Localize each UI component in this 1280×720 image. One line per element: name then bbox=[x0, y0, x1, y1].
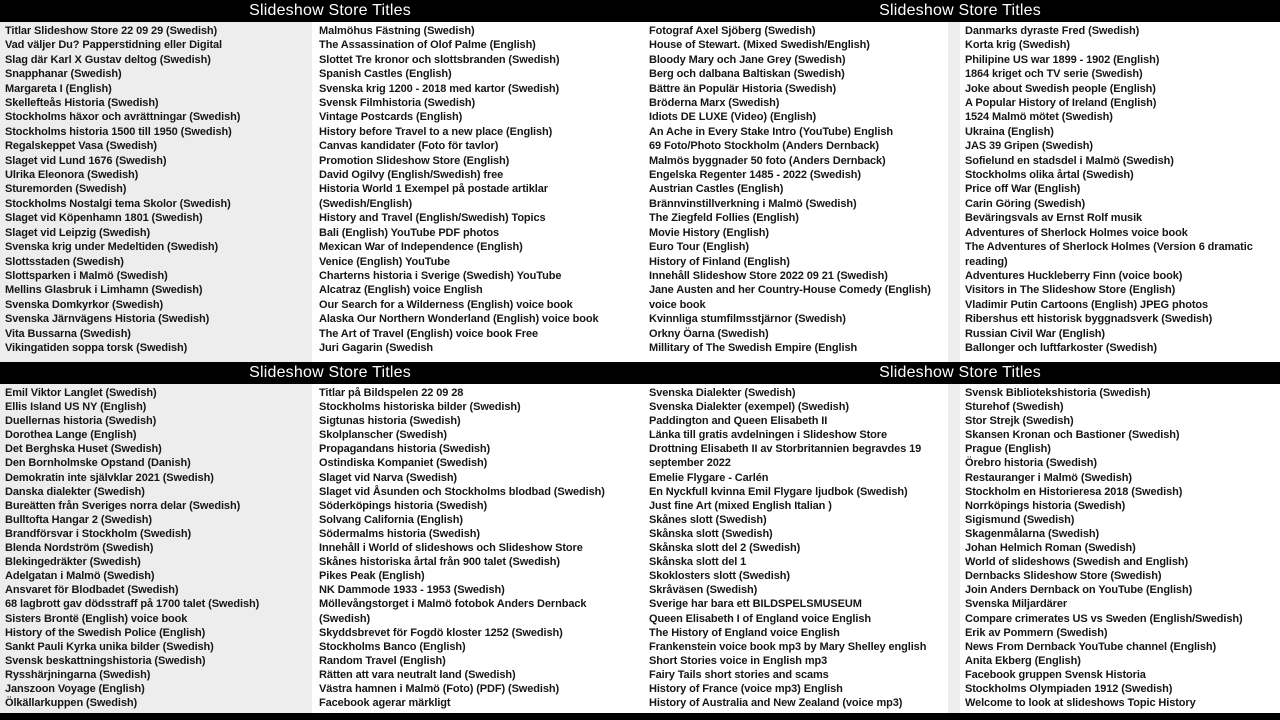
title-list-item: History before Travel to a new place (English) bbox=[319, 125, 553, 138]
title-list-item: 1864 kriget och TV serie (Swedish) bbox=[965, 68, 1143, 81]
title-list-item: Stockholm en Historieresa 2018 (Swedish) bbox=[965, 485, 1183, 498]
title-list-item: Örebro historia (Swedish) bbox=[965, 457, 1097, 470]
title-list-item: Skolplanscher (Swedish) bbox=[319, 429, 447, 442]
title-list-item: Skyddsbrevet för Fogdö kloster 1252 (Swedish) bbox=[319, 626, 563, 639]
title-list-item: Emelie Flygare - Carlén bbox=[649, 471, 769, 484]
title-list-item: Brännvinstillverkning i Malmö (Swedish) bbox=[649, 197, 857, 210]
title-list-item: History of France (voice mp3) English bbox=[649, 682, 843, 695]
title-list-item: Sturehof (Swedish) bbox=[965, 401, 1064, 414]
title-list-item: Berg och dalbana Baltiskan (Swedish) bbox=[649, 68, 845, 81]
title-list-item: Sankt Pauli Kyrka unika bilder (Swedish) bbox=[5, 640, 214, 653]
title-list-item: Johan Helmich Roman (Swedish) bbox=[965, 542, 1136, 555]
title-list-item: Vita Bussarna (Swedish) bbox=[5, 327, 131, 340]
title-list-item: Demokratin inte självklar 2021 (Swedish) bbox=[5, 471, 214, 484]
title-list-item: Solvang California (English) bbox=[319, 513, 463, 526]
titles-section-top bbox=[0, 22, 1280, 362]
title-list-item: Kvinnliga stumfilmsstjärnor (Swedish) bbox=[649, 313, 846, 326]
title-list-item: Blenda Nordström (Swedish) bbox=[5, 542, 154, 555]
titles-column-2 bbox=[312, 22, 642, 362]
title-list-item: Ansvaret för Blodbadet (Swedish) bbox=[5, 584, 179, 597]
title-list-item: Frankenstein voice book mp3 by Mary Shelley english bbox=[649, 640, 927, 653]
title-list-item: 1524 Malmö mötet (Swedish) bbox=[965, 111, 1113, 124]
title-list-item: Bali (English) YouTube PDF photos bbox=[319, 226, 500, 239]
title-list-item: Rätten att vara neutralt land (Swedish) bbox=[319, 668, 516, 681]
title-list-item: Skånska slott del 1 bbox=[649, 556, 747, 569]
title-list-item: History and Travel (English/Swedish) Topics bbox=[319, 212, 546, 225]
title-list-item: Skånska slott del 2 (Swedish) bbox=[649, 542, 801, 555]
title-list-item: History of Finland (English) bbox=[649, 255, 790, 268]
title-list-item: Visitors in The Slideshow Store (English) bbox=[965, 284, 1176, 297]
titles-column-4 bbox=[960, 22, 1280, 362]
title-list-item: Skråväsen (Swedish) bbox=[649, 584, 758, 597]
title-list-item: Emil Viktor Langlet (Swedish) bbox=[5, 387, 157, 399]
title-list-item: Bättre än Populär Historia (Swedish) bbox=[649, 82, 837, 95]
title-list-item: Innehåll Slideshow Store 2022 09 21 (Swedish) bbox=[649, 269, 888, 282]
title-list-item: Skånes slott (Swedish) bbox=[649, 513, 767, 526]
title-list-item: A Popular History of Ireland (English) bbox=[965, 97, 1157, 110]
title-list-item: Dernbacks Slideshow Store (Swedish) bbox=[965, 570, 1162, 583]
title-list-item: Duellernas historia (Swedish) bbox=[5, 415, 157, 428]
title-list-item: Skånska slott (Swedish) bbox=[649, 527, 773, 540]
title-list-item: Stor Strejk (Swedish) bbox=[965, 415, 1074, 428]
title-list-item: Ulrika Eleonora (Swedish) bbox=[5, 169, 139, 182]
title-list-item: 68 lagbrott gav dödsstraff på 1700 talet (Swedish) bbox=[5, 598, 260, 611]
title-list-item: Slaget vid Åsunden och Stockholms blodbad (Swedish) bbox=[319, 485, 605, 498]
title-list-item: History of Australia and New Zealand (voice mp3) bbox=[649, 697, 903, 710]
title-list-item: Svenska Dialekter (Swedish) bbox=[649, 387, 796, 399]
title-list-item: Adventures of Sherlock Holmes voice book bbox=[965, 226, 1188, 239]
middle-header-bar bbox=[0, 362, 1280, 384]
title-list-item: Malmöhus Fästning (Swedish) bbox=[319, 25, 475, 37]
title-list-item: Bloody Mary och Jane Grey (Swedish) bbox=[649, 53, 846, 66]
title-list-item: Ukraina (English) bbox=[965, 125, 1054, 138]
title-list-item: An Ache in Every Stake Intro (YouTube) English bbox=[649, 125, 893, 138]
title-list-item: Juri Gagarin (Swedish bbox=[319, 341, 434, 354]
header-title-top-left: Slideshow Store Titles bbox=[249, 2, 411, 19]
title-list-item: Titlar Slideshow Store 22 09 29 (Swedish) bbox=[5, 25, 218, 37]
bottom-bar bbox=[0, 713, 1280, 720]
title-list-item: Propagandans historia (Swedish) bbox=[319, 443, 491, 456]
title-list-item: Euro Tour (English) bbox=[649, 241, 749, 254]
title-list-item: Svenska krig 1200 - 2018 med kartor (Swedish) bbox=[319, 82, 560, 95]
title-list-item: Price off War (English) bbox=[965, 183, 1081, 196]
title-list-item: Malmös byggnader 50 foto (Anders Dernback) bbox=[649, 154, 886, 167]
title-list-item: Den Bornholmske Opstand (Danish) bbox=[5, 457, 191, 470]
title-list-item: Movie History (English) bbox=[649, 226, 769, 239]
title-list-item: Slottet Tre kronor och slottsbranden (Swedish) bbox=[319, 53, 560, 66]
title-list-item: Svenska krig under Medeltiden (Swedish) bbox=[5, 241, 219, 254]
title-list-item: Svenska Miljardärer bbox=[965, 598, 1068, 611]
title-list-item: Facebook agerar märkligt bbox=[319, 697, 451, 710]
title-list-item: Beväringsvals av Ernst Rolf musik bbox=[965, 212, 1143, 225]
title-list-item: Vikingatiden soppa torsk (Swedish) bbox=[5, 341, 188, 354]
title-list-item: Queen Elisabeth I of England voice English bbox=[649, 612, 871, 625]
title-list-item: Sigtunas historia (Swedish) bbox=[319, 415, 461, 428]
title-list-item: Skellefteås Historia (Swedish) bbox=[5, 97, 159, 110]
title-list-item: Drottning Elisabeth II av Storbritannien begravdes 19 september 2022 bbox=[649, 443, 922, 470]
title-list-item: Adelgatan i Malmö (Swedish) bbox=[5, 570, 155, 583]
title-list-item: Stockholms historiska bilder (Swedish) bbox=[319, 401, 521, 414]
title-list-item: Möllevångstorget i Malmö fotobok Anders Dernback (Swedish) bbox=[319, 598, 587, 625]
title-list-item: The Adventures of Sherlock Holmes (Version 6 dramatic reading) bbox=[965, 241, 1253, 268]
top-header-bar bbox=[0, 0, 1280, 22]
title-list-item: Random Travel (English) bbox=[319, 654, 446, 667]
titles-section-bottom bbox=[0, 384, 1280, 713]
title-list-item: Danska dialekter (Swedish) bbox=[5, 485, 145, 498]
title-list-item: Stockholms Banco (English) bbox=[319, 640, 466, 653]
title-list-item: Ribershus ett historisk byggnadsverk (Swedish) bbox=[965, 313, 1213, 326]
title-list-item: Sisters Brontë (English) voice book bbox=[5, 612, 188, 625]
title-list-item: Titlar på Bildspelen 22 09 28 bbox=[319, 387, 464, 399]
title-list-item: Just fine Art (mixed English Italian ) bbox=[649, 499, 832, 512]
title-list-item: JAS 39 Gripen (Swedish) bbox=[965, 140, 1093, 153]
title-list-item: Korta krig (Swedish) bbox=[965, 39, 1070, 52]
title-list-item: Stockholms häxor och avrättningar (Swedish) bbox=[5, 111, 241, 124]
title-list-item: Welcome to look at slideshows Topic History bbox=[965, 697, 1196, 710]
title-list-item: Alaska Our Northern Wonderland (English) voice book bbox=[319, 313, 599, 326]
title-list-item: Svensk Filmhistoria (Swedish) bbox=[319, 97, 476, 110]
title-list-item: History of the Swedish Police (English) bbox=[5, 626, 206, 639]
title-list-item: Sverige har bara ett BILDSPELSMUSEUM bbox=[649, 598, 862, 611]
title-list-item: Our Search for a Wilderness (English) voice book bbox=[319, 298, 573, 311]
title-list-item: Short Stories voice in English mp3 bbox=[649, 654, 828, 667]
titles-column-8 bbox=[960, 384, 1280, 713]
titles-column-5 bbox=[0, 384, 312, 713]
title-list-item: Svenska Järnvägens Historia (Swedish) bbox=[5, 313, 210, 326]
title-list-item: Regalskeppet Vasa (Swedish) bbox=[5, 140, 157, 153]
title-list-item: Slaget vid Leipzig (Swedish) bbox=[5, 226, 151, 239]
title-list-item: Promotion Slideshow Store (English) bbox=[319, 154, 510, 167]
title-list-item: Engelska Regenter 1485 - 2022 (Swedish) bbox=[649, 169, 861, 182]
title-list-item: Bureätten från Sveriges norra delar (Swedish) bbox=[5, 499, 241, 512]
title-list-item: Adventures Huckleberry Finn (voice book) bbox=[965, 269, 1183, 282]
title-list-item: Stockholms historia 1500 till 1950 (Swedish) bbox=[5, 125, 232, 138]
title-list-item: Facebook gruppen Svensk Historia bbox=[965, 668, 1146, 681]
title-list-item: Skoklosters slott (Swedish) bbox=[649, 570, 790, 583]
title-list-item: Vintage Postcards (English) bbox=[319, 111, 463, 124]
title-list-item: Prague (English) bbox=[965, 443, 1051, 456]
title-list-item: Innehåll i World of slideshows och Slideshow Store bbox=[319, 542, 583, 555]
title-list-item: Charterns historia i Sverige (Swedish) YouTube bbox=[319, 269, 562, 282]
title-list-item: Idiots DE LUXE (Video) (English) bbox=[649, 111, 817, 124]
title-list-item: Skånes historiska årtal från 900 talet (Swedish) bbox=[319, 556, 560, 569]
title-list-item: Fotograf Axel Sjöberg (Swedish) bbox=[649, 25, 816, 37]
title-list-item: Skagenmålarna (Swedish) bbox=[965, 527, 1100, 540]
header-title-top-right: Slideshow Store Titles bbox=[879, 2, 1041, 19]
title-list-item: House of Stewart. (Mixed Swedish/English) bbox=[649, 39, 870, 52]
title-list-item: Svensk Bibliotekshistoria (Swedish) bbox=[965, 387, 1151, 399]
title-list-item: Dorothea Lange (English) bbox=[5, 429, 137, 442]
titles-column-1 bbox=[0, 22, 312, 362]
title-list-item: Canvas kandidater (Foto för tavlor) bbox=[319, 140, 499, 153]
title-list-item: Historia World 1 Exempel på postade artiklar (Swedish/English) bbox=[319, 183, 548, 210]
title-list-item: Margareta I (English) bbox=[5, 82, 112, 95]
titles-column-6 bbox=[312, 384, 642, 713]
title-list-item: Mellins Glasbruk i Limhamn (Swedish) bbox=[5, 284, 203, 297]
title-list-item: Svensk beskattningshistoria (Swedish) bbox=[5, 654, 206, 667]
title-list-item: Slottsstaden (Swedish) bbox=[5, 255, 124, 268]
title-list-item: Joke about Swedish people (English) bbox=[965, 82, 1156, 95]
title-list-item: Fairy Tails short stories and scams bbox=[649, 668, 829, 681]
header-title-middle-left: Slideshow Store Titles bbox=[249, 364, 411, 381]
title-list-item: Philipine US war 1899 - 1902 (English) bbox=[965, 53, 1160, 66]
title-list-item: The History of England voice English bbox=[649, 626, 840, 639]
title-list-item: Millitary of The Swedish Empire (English bbox=[649, 341, 858, 354]
title-list-item: Jane Austen and her Country-House Comedy (English) voice book bbox=[649, 284, 931, 311]
title-list-item: Austrian Castles (English) bbox=[649, 183, 784, 196]
title-list-item: Ostindiska Kompaniet (Swedish) bbox=[319, 457, 488, 470]
title-list-item: The Art of Travel (English) voice book Free bbox=[319, 327, 539, 340]
title-list-item: Stockholms olika årtal (Swedish) bbox=[965, 169, 1134, 182]
title-list-item: Vad väljer Du? Papperstidning eller Digital bbox=[5, 39, 222, 52]
title-list-item: Pikes Peak (English) bbox=[319, 570, 425, 583]
title-list-item: Alcatraz (English) voice English bbox=[319, 284, 483, 297]
title-list-item: World of slideshows (Swedish and English) bbox=[965, 556, 1189, 569]
title-list-item: Det Berghska Huset (Swedish) bbox=[5, 443, 162, 456]
title-list-item: Restauranger i Malmö (Swedish) bbox=[965, 471, 1132, 484]
title-list-item: Bröderna Marx (Swedish) bbox=[649, 97, 780, 110]
title-list-item: Venice (English) YouTube bbox=[319, 255, 450, 268]
title-list-item: Carin Göring (Swedish) bbox=[965, 197, 1086, 210]
title-list-item: Sturemorden (Swedish) bbox=[5, 183, 127, 196]
title-list-item: Slaget vid Narva (Swedish) bbox=[319, 471, 457, 484]
title-list-item: Stockholms Olympiaden 1912 (Swedish) bbox=[965, 682, 1173, 695]
title-list-item: Länka till gratis avdelningen i Slideshow Store bbox=[649, 429, 887, 442]
title-list-item: Bulltofta Hangar 2 (Swedish) bbox=[5, 513, 152, 526]
title-list-item: News From Dernback YouTube channel (English) bbox=[965, 640, 1217, 653]
title-list-item: Sofielund en stadsdel i Malmö (Swedish) bbox=[965, 154, 1174, 167]
title-list-item: Norrköpings historia (Swedish) bbox=[965, 499, 1126, 512]
title-list-item: Blekingedräkter (Swedish) bbox=[5, 556, 141, 569]
title-list-item: Snapphanar (Swedish) bbox=[5, 68, 122, 81]
title-list-item: Spanish Castles (English) bbox=[319, 68, 452, 81]
title-list-item: Slottsparken i Malmö (Swedish) bbox=[5, 269, 168, 282]
title-list-item: Sigismund (Swedish) bbox=[965, 513, 1075, 526]
title-list-item: Slag där Karl X Gustav deltog (Swedish) bbox=[5, 53, 211, 66]
title-list-item: Svenska Domkyrkor (Swedish) bbox=[5, 298, 164, 311]
title-list-item: Vladimir Putin Cartoons (English) JPEG photos bbox=[965, 298, 1209, 311]
title-list-item: Join Anders Dernback on YouTube (English) bbox=[965, 584, 1193, 597]
title-list-item: Brandförsvar i Stockholm (Swedish) bbox=[5, 527, 192, 540]
title-list-item: David Ogilvy (English/Swedish) free bbox=[319, 169, 504, 182]
title-list-item: Svenska Dialekter (exempel) (Swedish) bbox=[649, 401, 849, 414]
titles-column-7 bbox=[642, 384, 948, 713]
title-list-item: Russian Civil War (English) bbox=[965, 327, 1105, 340]
title-list-item: NK Dammode 1933 - 1953 (Swedish) bbox=[319, 584, 505, 597]
title-list-item: The Ziegfeld Follies (English) bbox=[649, 212, 799, 225]
title-list-item: Västra hamnen i Malmö (Foto) (PDF) (Swedish) bbox=[319, 682, 560, 695]
title-list-item: Ellis Island US NY (English) bbox=[5, 401, 147, 414]
title-list-item: Ballonger och luftfarkoster (Swedish) bbox=[965, 341, 1157, 354]
title-list-item: En Nyckfull kvinna Emil Flygare ljudbok (Swedish) bbox=[649, 485, 908, 498]
title-list-item: Södermalms historia (Swedish) bbox=[319, 527, 480, 540]
title-list-item: Skansen Kronan och Bastioner (Swedish) bbox=[965, 429, 1180, 442]
title-list-item: Slaget vid Köpenhamn 1801 (Swedish) bbox=[5, 212, 203, 225]
title-list-item: Compare crimerates US vs Sweden (English/Swedish) bbox=[965, 612, 1243, 625]
title-list-item: Mexican War of Independence (English) bbox=[319, 241, 523, 254]
title-list-item: 69 Foto/Photo Stockholm (Anders Dernback) bbox=[649, 140, 879, 153]
title-list-item: Janszoon Voyage (English) bbox=[5, 682, 145, 695]
title-list-item: Stockholms Nostalgi tema Skolor (Swedish) bbox=[5, 197, 231, 210]
title-list-item: Danmarks dyraste Fred (Swedish) bbox=[965, 25, 1140, 37]
title-list-item: Orkny Öarna (Swedish) bbox=[649, 327, 769, 340]
title-list-item: Paddington and Queen Elisabeth II bbox=[649, 415, 828, 428]
titles-column-3 bbox=[642, 22, 948, 362]
title-list-item: Söderköpings historia (Swedish) bbox=[319, 499, 488, 512]
title-list-item: Anita Ekberg (English) bbox=[965, 654, 1081, 667]
title-list-item: Slaget vid Lund 1676 (Swedish) bbox=[5, 154, 167, 167]
title-list-item: Erik av Pommern (Swedish) bbox=[965, 626, 1108, 639]
title-list-item: Ölkällarkuppen (Swedish) bbox=[5, 697, 138, 710]
header-title-middle-right: Slideshow Store Titles bbox=[879, 364, 1041, 381]
title-list-item: The Assassination of Olof Palme (English) bbox=[319, 39, 536, 52]
title-list-item: Rysshärjningarna (Swedish) bbox=[5, 668, 151, 681]
